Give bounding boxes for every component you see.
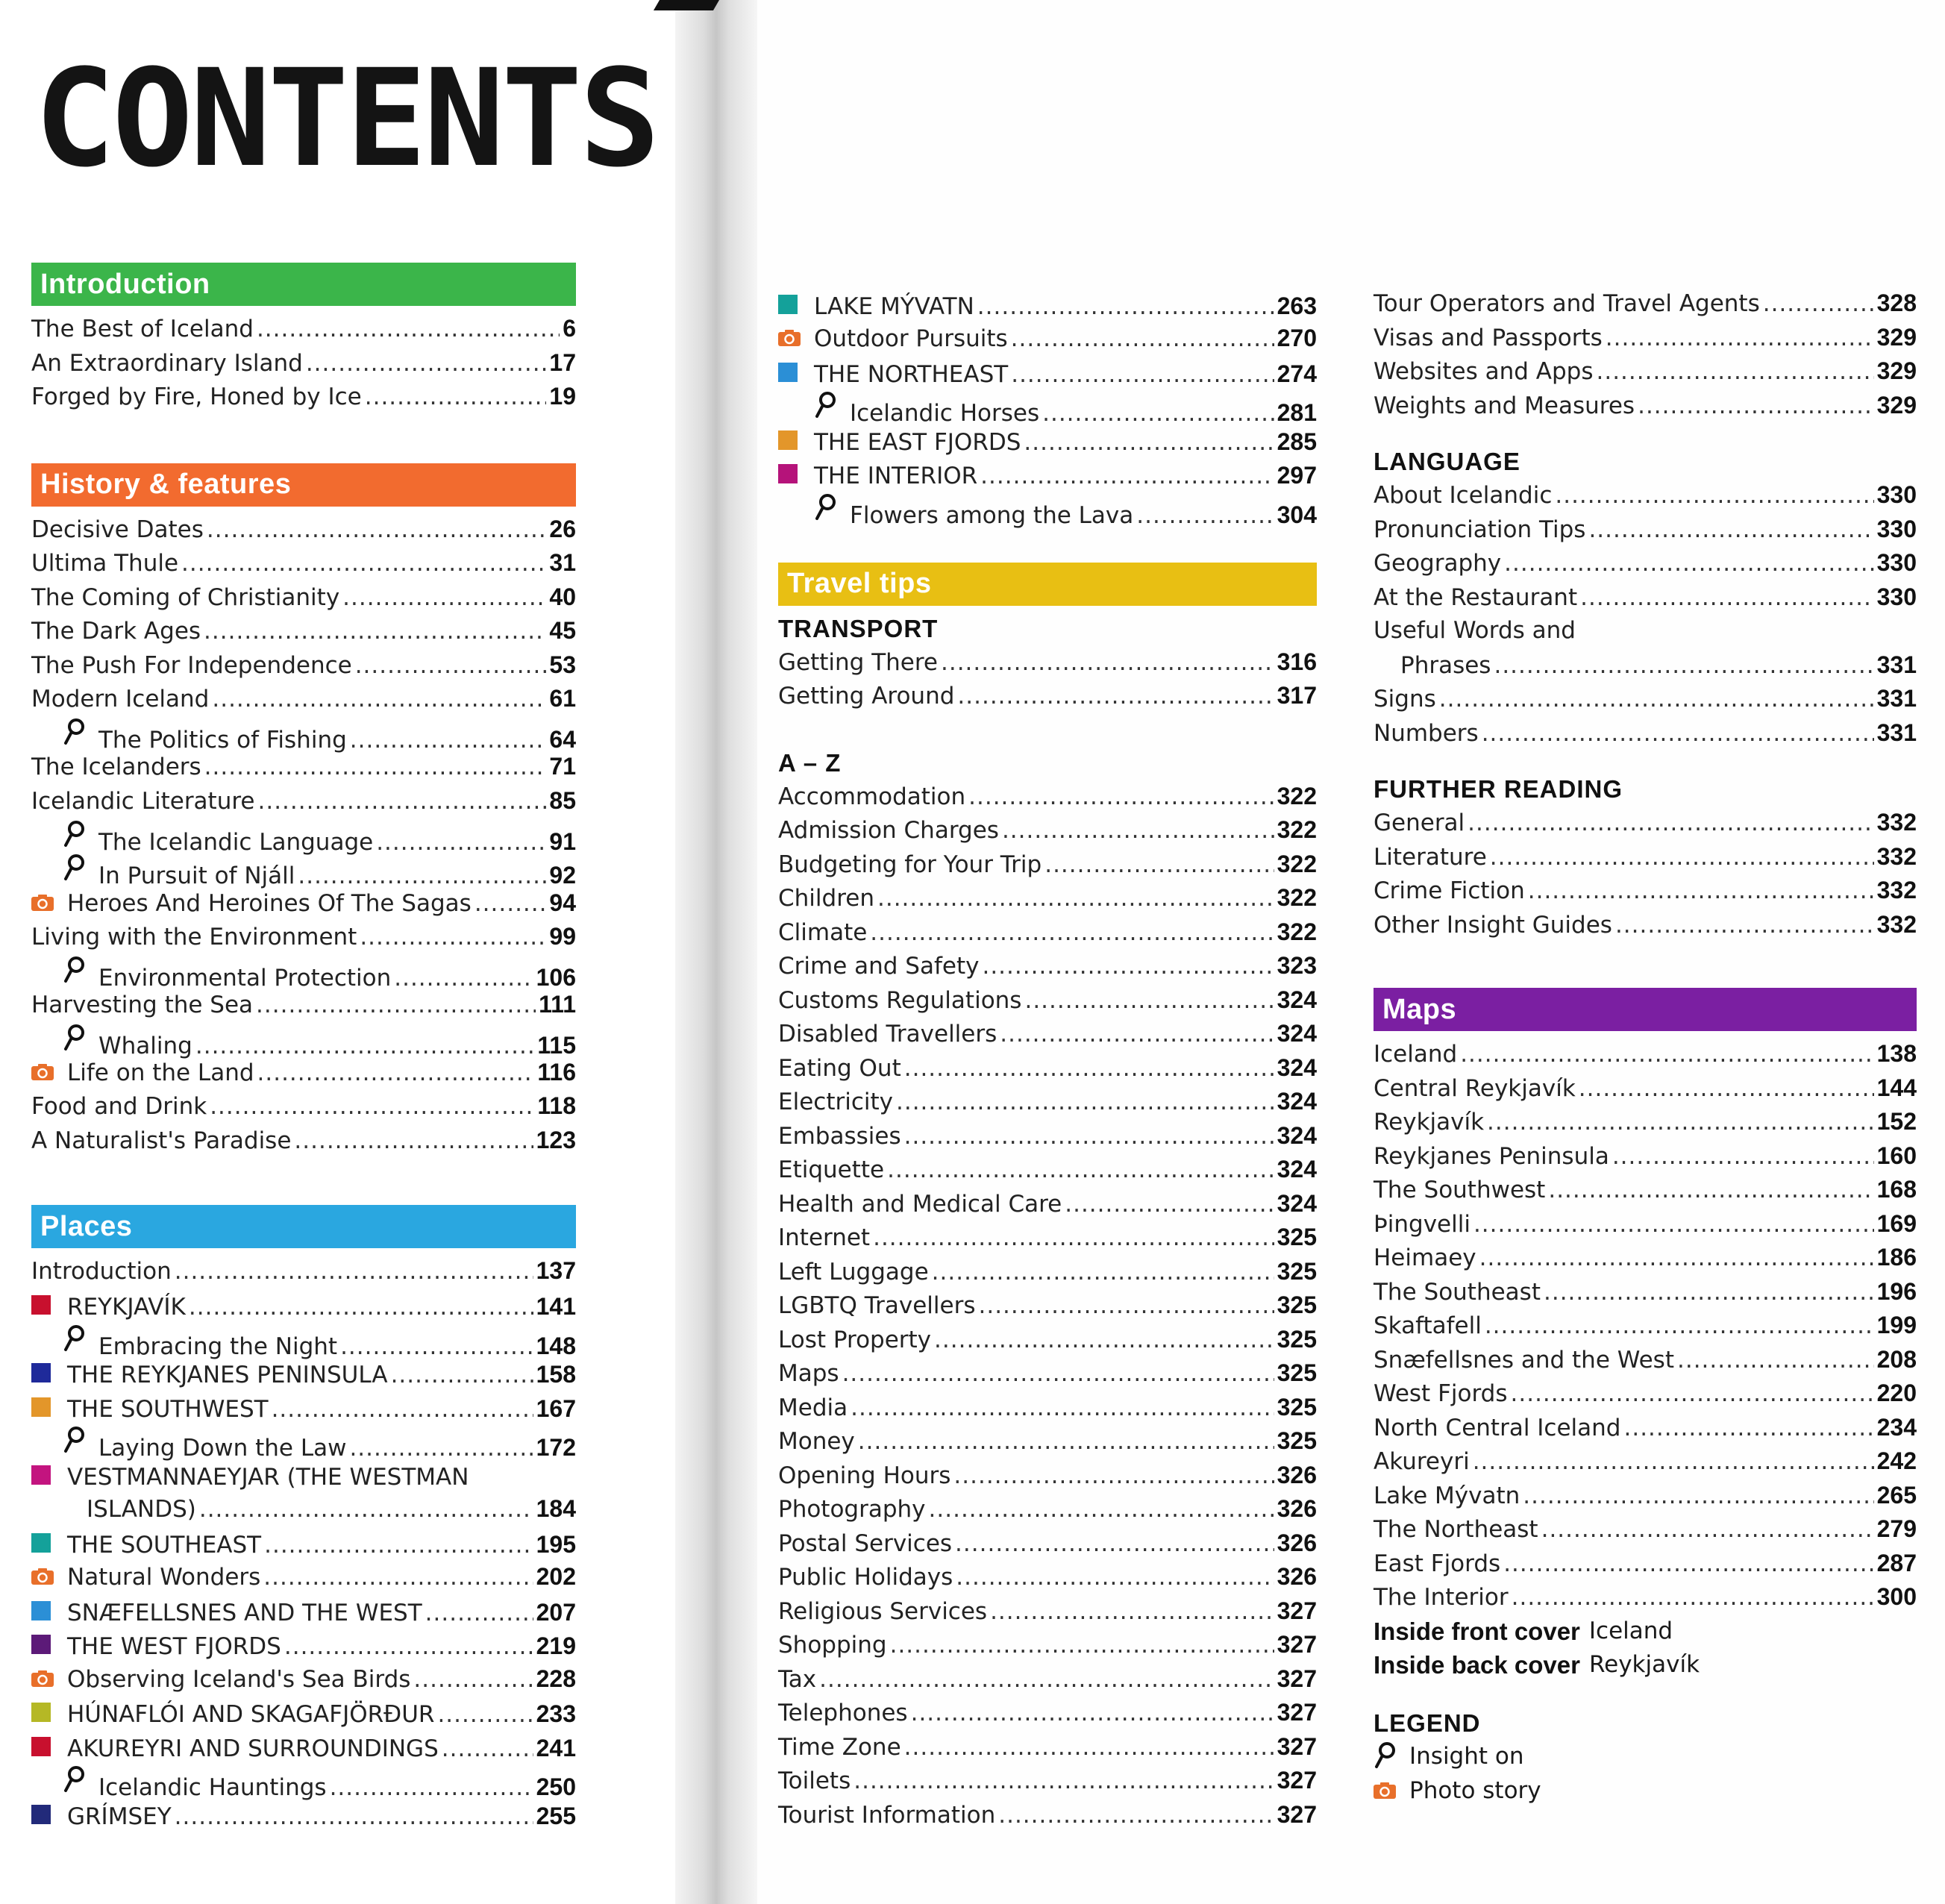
toc-entry-region[interactable]: VESTMANNAEYJAR (THE WESTMAN <box>31 1458 576 1492</box>
toc-entry[interactable]: Budgeting for Your Trip ..... 322 <box>778 848 1317 882</box>
toc-entry[interactable]: Food and Drink ..... 118 <box>31 1089 576 1124</box>
column-right <box>1374 286 1917 1808</box>
toc-entry-region[interactable]: AKUREYRI AND SURROUNDINGS ..... 241 <box>31 1729 576 1764</box>
toc-entry-region[interactable]: HÚNAFLÓI AND SKAGAFJÖRÐUR ..... 233 <box>31 1696 576 1730</box>
region-color-square <box>31 1601 51 1620</box>
toc-entry[interactable]: Heimaey ..... 186 <box>1374 1241 1917 1275</box>
magnifier-pin-icon <box>814 391 836 421</box>
toc-entry[interactable]: Disabled Travellers ..... 324 <box>778 1017 1317 1051</box>
camera-icon <box>31 1568 54 1585</box>
toc-entry[interactable]: Children ..... 322 <box>778 881 1317 915</box>
heading-language: LANGUAGE <box>1374 448 1520 475</box>
book-gutter <box>675 0 757 1904</box>
toc-entry[interactable]: Reykjanes Peninsula ..... 160 <box>1374 1139 1917 1174</box>
camera-icon <box>31 895 54 911</box>
toc-entry-region[interactable]: REYKJAVÍK ..... 141 <box>31 1288 576 1323</box>
section-band-introduction: Introduction <box>31 263 576 306</box>
toc-entry[interactable]: Accommodation ..... 322 <box>778 780 1317 814</box>
toc-entry[interactable]: Other Insight Guides ..... 332 <box>1374 908 1917 942</box>
region-color-square <box>778 363 798 382</box>
toc-entry[interactable]: Opening Hours ..... 326 <box>778 1459 1317 1493</box>
column-left <box>31 263 576 1832</box>
toc-entry[interactable]: Public Holidays ..... 326 <box>778 1560 1317 1594</box>
toc-entry-insight[interactable]: Icelandic Hauntings ..... 250 <box>31 1764 576 1798</box>
toc-entry[interactable]: Postal Services ..... 326 <box>778 1526 1317 1561</box>
toc-entry[interactable]: Reykjavík ..... 152 <box>1374 1105 1917 1139</box>
magnifier-pin-icon <box>63 854 85 883</box>
a-z-continued-list <box>1374 286 1917 422</box>
scan-edge-mark <box>654 0 719 10</box>
toc-entry[interactable]: Religious Services ..... 327 <box>778 1594 1317 1629</box>
toc-entry[interactable]: North Central Iceland ..... 234 <box>1374 1411 1917 1445</box>
toc-entry-insight[interactable]: Environmental Protection ..... 106 <box>31 953 576 988</box>
camera-icon <box>1374 1782 1396 1799</box>
toc-entry[interactable]: Crime and Safety ..... 323 <box>778 949 1317 983</box>
toc-entry[interactable]: The Interior ..... 300 <box>1374 1580 1917 1615</box>
toc-entry-region[interactable]: THE SOUTHWEST ..... 167 <box>31 1390 576 1424</box>
heading-legend: LEGEND <box>1374 1709 1481 1737</box>
toc-entry-photo[interactable]: Life on the Land ..... 116 <box>31 1056 576 1090</box>
toc-entry[interactable]: Tour Operators and Travel Agents ..... 328 <box>1374 286 1917 321</box>
region-color-square <box>31 1737 51 1756</box>
camera-icon <box>778 330 801 346</box>
magnifier-pin-icon <box>63 1324 85 1354</box>
camera-icon <box>31 1670 54 1687</box>
toc-entry-photo[interactable]: Outdoor Pursuits ..... 270 <box>778 322 1317 356</box>
toc-entry-region[interactable]: THE WEST FJORDS ..... 219 <box>31 1628 576 1662</box>
toc-entry[interactable]: An Extraordinary Island ..... 17 <box>31 346 576 381</box>
language-list <box>1374 478 1917 750</box>
toc-entry-insight[interactable]: Flowers among the Lava ..... 304 <box>778 491 1317 525</box>
magnifier-pin-icon <box>63 1426 85 1456</box>
legend-photo: Photo story <box>1374 1773 1917 1808</box>
toc-entry[interactable]: Left Luggage ..... 325 <box>778 1255 1317 1289</box>
region-color-square <box>31 1703 51 1722</box>
toc-entry-region[interactable]: THE EAST FJORDS ..... 285 <box>778 423 1317 457</box>
toc-entry[interactable]: Etiquette ..... 324 <box>778 1153 1317 1187</box>
toc-entry[interactable]: Useful Words and <box>1374 617 1576 644</box>
maps-list <box>1374 1037 1917 1682</box>
toc-entry[interactable]: Websites and Apps ..... 329 <box>1374 354 1917 389</box>
toc-entry-region[interactable]: LAKE MÝVATN ..... 263 <box>778 287 1317 322</box>
toc-entry[interactable]: Harvesting the Sea ..... 111 <box>31 988 576 1022</box>
toc-entry[interactable]: The Southeast ..... 196 <box>1374 1275 1917 1309</box>
toc-entry[interactable]: Customs Regulations ..... 324 <box>778 983 1317 1018</box>
magnifier-pin-icon <box>1374 1741 1396 1771</box>
toc-entry[interactable]: The Northeast ..... 279 <box>1374 1512 1917 1547</box>
toc-entry[interactable]: Central Reykjavík ..... 144 <box>1374 1071 1917 1106</box>
toc-entry[interactable]: General ..... 332 <box>1374 806 1917 840</box>
section-band-travel-tips: Travel tips <box>778 563 1317 606</box>
region-color-square <box>31 1295 51 1315</box>
toc-entry[interactable]: Forged by Fire, Honed by Ice ..... 19 <box>31 380 576 414</box>
heading-transport: TRANSPORT <box>778 614 939 642</box>
toc-entry[interactable]: West Fjords ..... 220 <box>1374 1377 1917 1411</box>
toc-entry-continued[interactable]: ISLANDS) ..... 184 <box>31 1492 576 1526</box>
toc-entry[interactable]: Electricity ..... 324 <box>778 1085 1317 1119</box>
toc-entry[interactable]: Akureyri ..... 242 <box>1374 1444 1917 1479</box>
introduction-list <box>31 312 576 414</box>
cover-map-back[interactable]: Inside back cover Reykjavík <box>1374 1651 1700 1679</box>
toc-entry[interactable]: Lake Mývatn ..... 265 <box>1374 1479 1917 1513</box>
toc-entry[interactable]: Modern Iceland ..... 61 <box>31 682 576 716</box>
toc-entry[interactable]: A Naturalist's Paradise ..... 123 <box>31 1124 576 1158</box>
page-title: CONTENTS <box>34 41 657 197</box>
toc-entry[interactable]: Telephones ..... 327 <box>778 1696 1317 1730</box>
magnifier-pin-icon <box>63 956 85 986</box>
region-color-square <box>31 1635 51 1654</box>
heading-a-z: A – Z <box>778 748 842 777</box>
toc-entry-insight[interactable]: Embracing the Night ..... 148 <box>31 1322 576 1356</box>
toc-entry[interactable]: Media ..... 325 <box>778 1391 1317 1425</box>
toc-entry[interactable]: Tax ..... 327 <box>778 1662 1317 1697</box>
toc-entry[interactable]: Crime Fiction ..... 332 <box>1374 874 1917 908</box>
magnifier-pin-icon <box>63 1765 85 1795</box>
toc-entry[interactable]: Literature ..... 332 <box>1374 840 1917 874</box>
toc-entry[interactable]: Numbers ..... 331 <box>1374 716 1917 751</box>
toc-entry[interactable]: Health and Medical Care ..... 324 <box>778 1187 1317 1221</box>
toc-entry[interactable]: Decisive Dates ..... 26 <box>31 513 576 547</box>
toc-entry[interactable]: Weights and Measures ..... 329 <box>1374 389 1917 423</box>
toc-entry[interactable]: The Best of Iceland ..... 6 <box>31 312 576 346</box>
toc-entry[interactable]: Shopping ..... 327 <box>778 1628 1317 1662</box>
region-color-square <box>778 295 798 314</box>
toc-entry-region[interactable]: THE SOUTHEAST ..... 195 <box>31 1526 576 1560</box>
toc-entry[interactable]: Lost Property ..... 325 <box>778 1323 1317 1357</box>
a-z-list <box>778 780 1317 1832</box>
toc-entry-insight[interactable]: In Pursuit of Njáll ..... 92 <box>31 852 576 886</box>
toc-entry[interactable]: Toilets ..... 327 <box>778 1764 1317 1798</box>
toc-entry[interactable]: Ultima Thule ..... 31 <box>31 546 576 580</box>
toc-entry-photo[interactable]: Observing Iceland's Sea Birds ..... 228 <box>31 1662 576 1696</box>
toc-entry[interactable]: The Icelanders ..... 71 <box>31 750 576 784</box>
region-color-square <box>778 464 798 483</box>
camera-icon <box>31 1064 54 1080</box>
toc-entry[interactable]: Þingvelli ..... 169 <box>1374 1207 1917 1241</box>
toc-entry-region[interactable]: THE REYKJANES PENINSULA ..... 158 <box>31 1356 576 1391</box>
toc-entry-photo[interactable]: Heroes And Heroines Of The Sagas ..... 94 <box>31 886 576 920</box>
toc-entry[interactable]: The Dark Ages ..... 45 <box>31 614 576 648</box>
toc-entry[interactable]: Money ..... 325 <box>778 1424 1317 1459</box>
region-color-square <box>31 1465 51 1485</box>
toc-entry[interactable]: Tourist Information ..... 327 <box>778 1798 1317 1832</box>
region-color-square <box>778 430 798 450</box>
toc-entry[interactable]: The Southwest ..... 168 <box>1374 1173 1917 1207</box>
toc-entry[interactable]: At the Restaurant ..... 330 <box>1374 580 1917 615</box>
toc-entry[interactable]: Pronunciation Tips ..... 330 <box>1374 513 1917 547</box>
toc-entry-insight[interactable]: Whaling ..... 115 <box>31 1021 576 1056</box>
places-list <box>31 1254 576 1832</box>
toc-entry[interactable]: The Push For Independence ..... 53 <box>31 648 576 683</box>
toc-entry-region[interactable]: THE INTERIOR ..... 297 <box>778 457 1317 492</box>
toc-entry[interactable]: Time Zone ..... 327 <box>778 1730 1317 1764</box>
places-continued-list <box>778 287 1317 529</box>
further-reading-list <box>1374 806 1917 942</box>
toc-entry[interactable]: Snæfellsnes and the West ..... 208 <box>1374 1343 1917 1377</box>
toc-entry[interactable]: Internet ..... 325 <box>778 1221 1317 1255</box>
toc-entry-region[interactable]: GRÍMSEY ..... 255 <box>31 1797 576 1832</box>
toc-entry[interactable]: Signs ..... 331 <box>1374 682 1917 716</box>
toc-entry[interactable]: Maps ..... 325 <box>778 1356 1317 1391</box>
toc-entry-continued[interactable]: Phrases ..... 331 <box>1374 648 1917 683</box>
region-color-square <box>31 1397 51 1417</box>
toc-entry-region[interactable]: THE NORTHEAST ..... 274 <box>778 355 1317 389</box>
toc-entry[interactable]: East Fjords ..... 287 <box>1374 1547 1917 1581</box>
section-band-history: History & features <box>31 463 576 507</box>
toc-entry[interactable]: Photography ..... 326 <box>778 1492 1317 1526</box>
legend-insight: Insight on <box>1374 1740 1917 1774</box>
toc-entry[interactable]: LGBTQ Travellers ..... 325 <box>778 1288 1317 1323</box>
toc-entry-region[interactable]: SNÆFELLSNES AND THE WEST ..... 207 <box>31 1594 576 1628</box>
toc-entry[interactable]: Living with the Environment ..... 99 <box>31 920 576 954</box>
history-list <box>31 513 576 1158</box>
toc-entry-insight[interactable]: Icelandic Horses ..... 281 <box>778 389 1317 424</box>
toc-entry[interactable]: Getting There ..... 316 <box>778 645 1317 680</box>
toc-entry[interactable]: Icelandic Literature ..... 85 <box>31 784 576 818</box>
magnifier-pin-icon <box>63 1024 85 1053</box>
heading-further-reading: FURTHER READING <box>1374 775 1623 803</box>
toc-entry[interactable]: Climate ..... 322 <box>778 915 1317 950</box>
toc-entry[interactable]: Eating Out ..... 324 <box>778 1051 1317 1086</box>
column-middle <box>778 287 1317 1832</box>
toc-entry[interactable]: Embassies ..... 324 <box>778 1119 1317 1153</box>
magnifier-pin-icon <box>814 493 836 523</box>
toc-entry[interactable]: Getting Around ..... 317 <box>778 679 1317 713</box>
magnifier-pin-icon <box>63 820 85 850</box>
toc-entry[interactable]: Introduction ..... 137 <box>31 1254 576 1288</box>
toc-entry-insight[interactable]: The Politics of Fishing ..... 64 <box>31 716 576 751</box>
toc-entry[interactable]: The Coming of Christianity ..... 40 <box>31 580 576 615</box>
magnifier-pin-icon <box>63 718 85 748</box>
toc-entry[interactable]: Admission Charges ..... 322 <box>778 813 1317 848</box>
region-color-square <box>31 1533 51 1553</box>
section-band-places: Places <box>31 1205 576 1248</box>
toc-entry-insight[interactable]: The Icelandic Language ..... 91 <box>31 818 576 852</box>
toc-entry[interactable]: Iceland ..... 138 <box>1374 1037 1917 1071</box>
section-band-maps: Maps <box>1374 988 1917 1031</box>
region-color-square <box>31 1363 51 1382</box>
region-color-square <box>31 1805 51 1824</box>
toc-entry[interactable]: About Icelandic ..... 330 <box>1374 478 1917 513</box>
toc-entry-insight[interactable]: Laying Down the Law ..... 172 <box>31 1424 576 1459</box>
toc-entry[interactable]: Visas and Passports ..... 329 <box>1374 321 1917 355</box>
cover-map-front[interactable]: Inside front cover Iceland <box>1374 1617 1673 1645</box>
toc-entry-photo[interactable]: Natural Wonders ..... 202 <box>31 1560 576 1594</box>
toc-entry[interactable]: Skaftafell ..... 199 <box>1374 1309 1917 1343</box>
toc-entry[interactable]: Geography ..... 330 <box>1374 546 1917 580</box>
